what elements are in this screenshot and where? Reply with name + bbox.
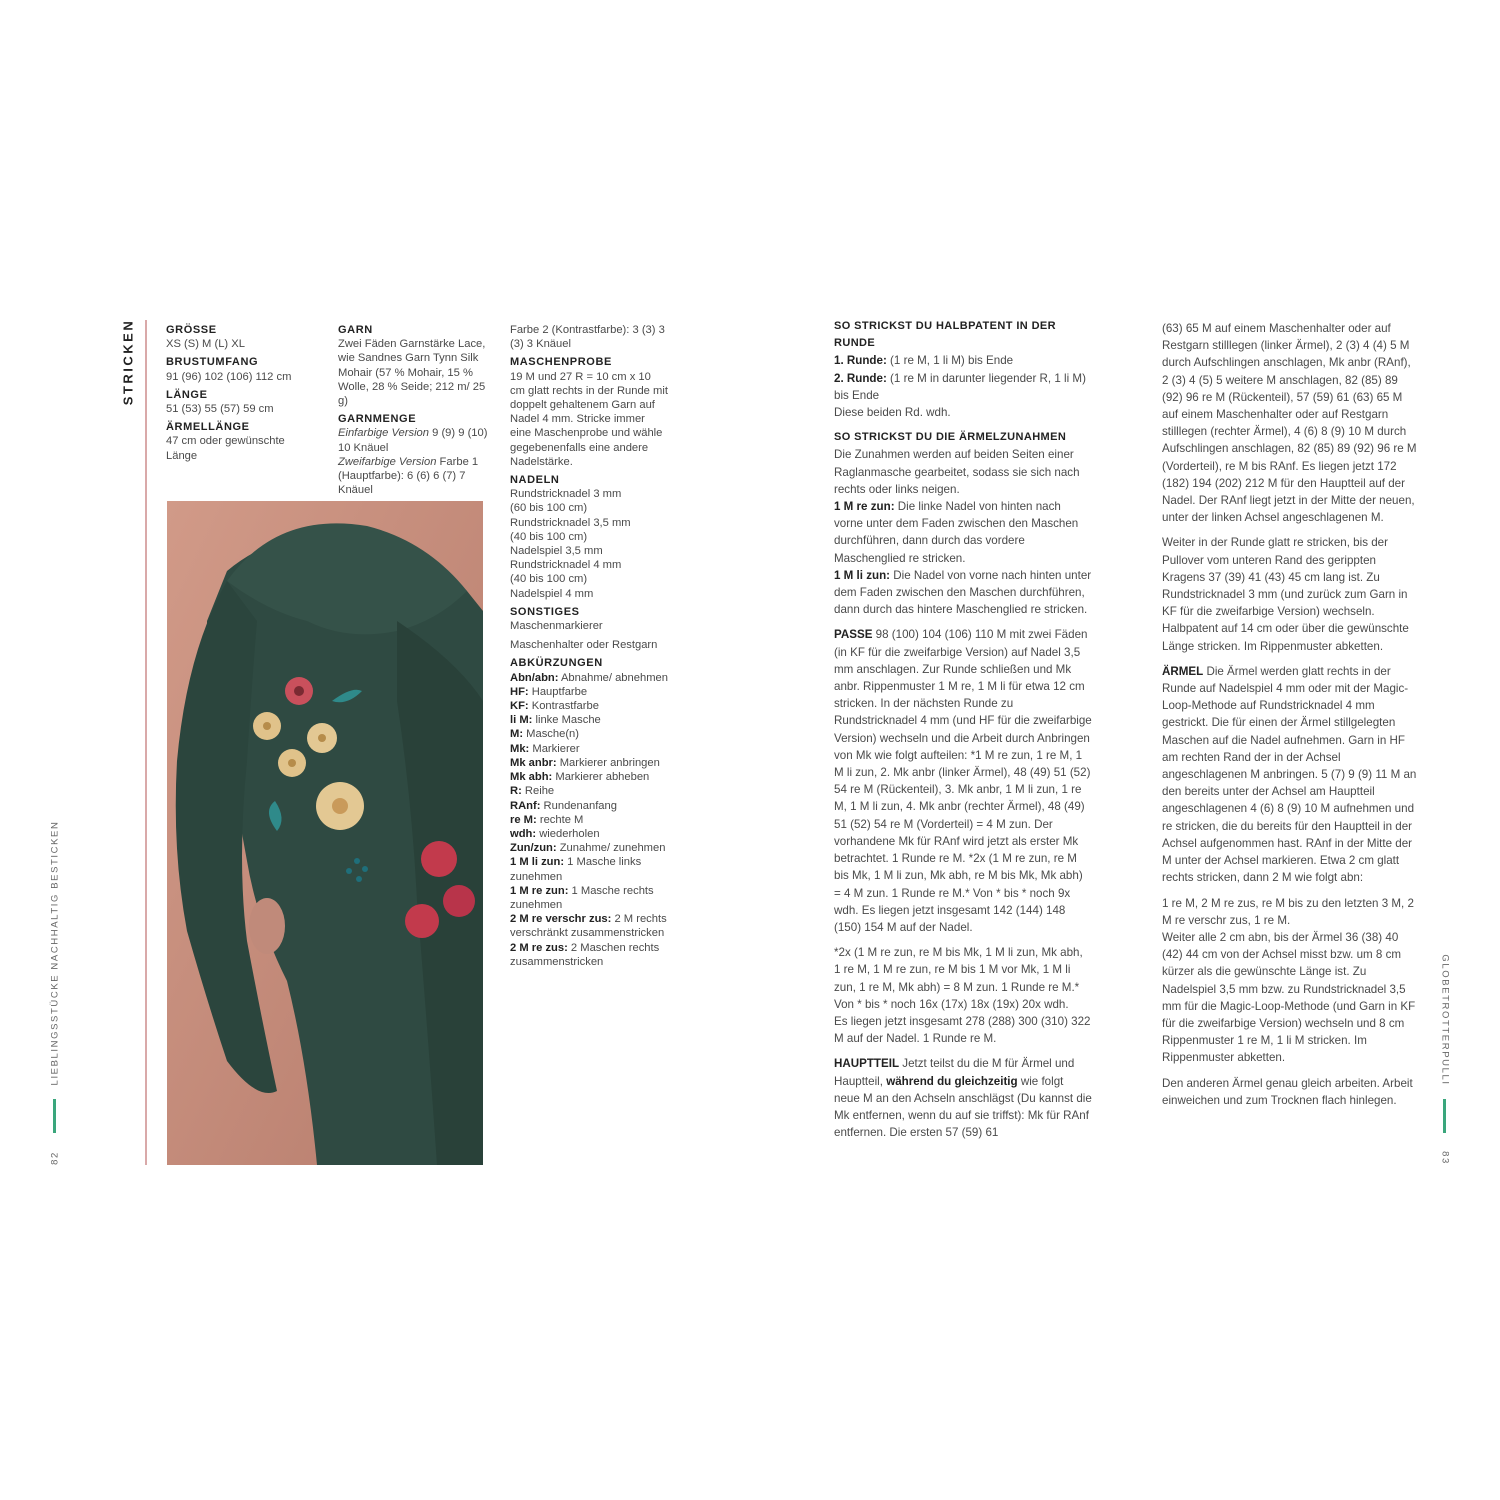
- sleeve-value: 47 cm oder gewünschte Länge: [166, 435, 285, 462]
- right-increase-label: 1 M re zun:: [834, 500, 895, 514]
- abbreviation-meaning: Masche(n): [523, 728, 580, 741]
- abbreviation-meaning: wiederholen: [536, 827, 600, 840]
- round-2-label: 2. Runde:: [834, 371, 887, 385]
- abbreviations-list: [510, 671, 668, 969]
- round-1-label: 1. Runde:: [834, 354, 887, 368]
- finishing: Den anderen Ärmel genau gleich arbeiten. Arbeit einweichen und zum Trocknen flach hinlegen.: [1162, 1076, 1413, 1107]
- left-green-marker: [53, 1099, 56, 1133]
- abbreviation-item: [510, 685, 668, 699]
- misc-item: Maschenhalter oder Restgarn: [510, 639, 658, 652]
- abbreviation-key: Zun/zun:: [510, 842, 557, 855]
- right-page-number-text: 83: [1439, 1151, 1451, 1165]
- abbreviation-item: [510, 784, 668, 798]
- abbreviation-meaning: Rundenanfang: [540, 799, 617, 812]
- needles-heading: NADELN: [510, 474, 560, 487]
- needle-item: Rundstricknadel 4 mm: [510, 559, 622, 572]
- abbreviation-meaning: linke Masche: [532, 714, 601, 727]
- single-color-label: Einfarbige Version: [338, 427, 430, 440]
- abbreviation-meaning: Markierer: [529, 742, 580, 755]
- yoke-label: PASSE: [834, 628, 873, 642]
- yarn-heading: GARN: [338, 324, 373, 336]
- sleeves-continue: Weiter alle 2 cm abn, bis der Ärmel 36 (38) 40 (42) 44 cm von der Achsel misst bzw. um 8 cm kürzer als die gewünschte Länge ist. Zu Nadelspiel 3,5 mm bzw. zu Rundstricknadel 3,5 mm für die Magic-Loop-Methode (und Garn in KF für die zweifarbige Version) wechseln und 8 cm Rippenmuster 1 re M, 1 li M stricken. Im Rippenmuster abketten.: [1162, 930, 1416, 1065]
- needle-item: Rundstricknadel 3 mm: [510, 488, 622, 501]
- abbreviation-meaning: 1 Masche links zunehmen: [510, 856, 642, 883]
- abbreviation-key: Mk:: [510, 742, 530, 755]
- abbreviation-item: [510, 713, 668, 727]
- yoke-text: 98 (100) 104 (106) 110 M mit zwei Fäden (in KF für die zweifarbige Version) auf Nadel 3,5 mm anschlagen. Zur Runde schließen und Mk anbr. Rippenmuster 1 M re, 1 M li für etwa 12 cm stricken. In der nächsten Runde zu Rundstricknadel 4 mm (und HF für die zweifarbige Version) wechseln und die Arbeit durch Anbringen von Mk wie folgt aufteilen: *1 M re zun, 1 re M, 1 M li zun, 2. Mk anbr (linker Ärmel), 48 (49) 51 (52) 54 re M (Rückenteil), 3. Mk anbr, 1 M li zun, 1 re M, 1 M li zun, 4. Mk anbr (rechter Ärmel), 48 (49) 51 (52) 54 re M (Vorderteil) = 4 M zun. Der vorhandene Mk für RAnf wird jetzt als erster Mk betrachtet. 1 Runde re M. *2x (1 M re zun, re M bis Mk, 1 M li zun, Mk abh, re M bis Mk, Mk abh) = 4 M zun. 1 Runde re M.* Von * bis * noch 9x wdh. Es liegen jetzt insgesamt 142 (144) 148 (150) 154 M auf der Nadel.: [834, 628, 1092, 934]
- left-page-number-text: 82: [49, 1151, 61, 1165]
- yarn-amount-heading: GARNMENGE: [338, 413, 417, 426]
- abbreviation-key: li M:: [510, 714, 533, 727]
- needle-item: Nadelspiel 3,5 mm: [510, 545, 603, 558]
- abbreviation-key: HF:: [510, 685, 529, 698]
- yarn-column: [338, 323, 498, 497]
- yoke-paragraph-3: Es liegen jetzt insgesamt 278 (288) 300 (310) 322 M auf der Nadel. 1 Runde re M.: [834, 1014, 1091, 1046]
- right-running-header-text: GLOBETROTTERPULLI: [1439, 954, 1451, 1086]
- abbreviation-key: Abn/abn:: [510, 671, 559, 684]
- abbreviation-key: 1 M re zun:: [510, 884, 569, 897]
- abbreviation-item: [510, 699, 668, 713]
- abbreviation-meaning: Kontrastfarbe: [528, 700, 599, 713]
- body-text-2: wie folgt neue M an den Achseln anschlägst (Du kannst die Mk entfernen, wenn du auf sie triffst): Mk für RAnf entfernen. Die ersten 57 (59) 61: [834, 1074, 1092, 1140]
- abbreviation-key: wdh:: [510, 827, 537, 840]
- abbreviation-item: [510, 827, 668, 841]
- gauge-text: 19 M und 27 R = 10 cm x 10 cm glatt rechts in der Runde mit doppelt gehaltenem Garn auf Nadel 4 mm. Stricke immer eine Maschenprobe und wähle gegebenenfalls eine andere Nadelstärke.: [510, 370, 668, 468]
- yarn-value: Zwei Fäden Garnstärke Lace, wie Sandnes Garn Tynn Silk Mohair (57 % Mohair, 15 % Wolle, 28 % Seide; 212 m/ 25 g): [338, 338, 486, 408]
- sleeves-label: ÄRMEL: [1162, 664, 1204, 678]
- abbreviation-item: [510, 813, 668, 827]
- left-running-header: [48, 820, 62, 1085]
- right-increase-text: Die linke Nadel von hinten nach vorne unter dem Faden zwischen den Maschen durchführen, dann durch das vordere Maschenglied re stricken.: [834, 500, 1079, 565]
- right-running-header: [1438, 955, 1452, 1085]
- abbreviations-heading: ABKÜRZUNGEN: [510, 657, 603, 670]
- accent-rule: [145, 320, 147, 1165]
- abbreviation-item: [510, 884, 668, 912]
- misc-item: Maschenmarkierer: [510, 620, 603, 633]
- abbreviation-key: re M:: [510, 813, 537, 826]
- body-continued: (63) 65 M auf einem Maschenhalter oder auf Restgarn stilllegen (linker Ärmel), 2 (3) 4 (4) 5 M durch Aufschlingen anschlagen, Mk anbr (RAnf), 2 (3) 4 (5) 5 weitere M anschlagen, 82 (85) 89 (92) 96 re M (Rückenteil), 57 (59) 61 (63) 65 M auf einem Maschenhalter oder auf Restgarn stilllegen (rechter Ärmel), 4 (6) 8 (9) 10 M durch Aufschlingen anschlagen, 82 (85) 89 (92) 96 re M (Vorderteil), re M bis RAnf. Es liegen jetzt 172 (182) 194 (202) 212 M für den Hauptteil auf der Nadel. Der RAnf liegt jetzt in der Mitte der neuen, unter der linken Achsel angeschlagenen M.: [1162, 322, 1417, 525]
- abbreviation-meaning: 2 M rechts verschränkt zusammenstricken: [510, 913, 667, 940]
- misc-heading: SONSTIGES: [510, 605, 580, 618]
- chest-value: 91 (96) 102 (106) 112 cm: [166, 370, 292, 383]
- color2-amount: Farbe 2 (Kontrastfarbe): 3 (3) 3 (3) 3 Knäuel: [510, 324, 665, 351]
- right-increase: [834, 498, 1092, 567]
- round-2: [834, 370, 1092, 404]
- repeat-note: Diese beiden Rd. wdh.: [834, 406, 951, 420]
- abbreviation-key: 2 M re verschr zus:: [510, 913, 612, 926]
- sweater-photo: [167, 501, 483, 1165]
- instructions-column-1: [834, 318, 1092, 1141]
- abbreviation-item: [510, 941, 668, 969]
- needle-item: (40 bis 100 cm): [510, 573, 588, 586]
- needle-item: (60 bis 100 cm): [510, 502, 588, 515]
- sleeves-text: Die Ärmel werden glatt rechts in der Runde auf Nadelspiel 4 mm oder mit der Magic-Loop-Methode auf Rundstricknadel 4 mm gestrickt. Die für einen der Ärmel stillgelegten Maschen auf die Nadel aufnehmen. Garn in HF am rechten Rand der in der Achsel angeschlagenen M anbringen. 5 (7) 9 (9) 11 M an den bereits unter der Achsel am Hauptteil angeschlagenen 4 (6) 8 (9) 10 M aufnehmen und re stricken, die du bereits für den Hauptteil in der Achsel aufgenommen hast. RAnf in der Mitte der M unter der Achsel markieren. Etwa 2 cm glatt rechts stricken, dann 2 M wie folgt abn:: [1162, 664, 1417, 885]
- specs-column: [166, 323, 326, 463]
- details-column: [510, 323, 668, 969]
- increase-heading: SO STRICKST DU DIE ÄRMELZUNAHMEN: [834, 431, 1067, 444]
- abbreviation-item: [510, 742, 668, 756]
- halfbrioche-heading: SO STRICKST DU HALBPATENT IN DER RUNDE: [834, 320, 1057, 350]
- single-color-amount: [338, 426, 498, 454]
- abbreviation-meaning: Abnahme/ abnehmen: [558, 671, 668, 684]
- abbreviation-key: R:: [510, 785, 522, 798]
- abbreviation-key: RAnf:: [510, 799, 541, 812]
- abbreviation-item: [510, 912, 668, 940]
- sweater-illustration: [167, 501, 483, 1165]
- section-tab: [113, 320, 143, 404]
- two-color-label: Zweifarbige Version: [338, 455, 437, 468]
- length-value: 51 (53) 55 (57) 59 cm: [166, 403, 274, 416]
- left-increase: [834, 567, 1092, 619]
- body-text-1: Jetzt teilst du die M für Ärmel und Hauptteil,: [834, 1057, 1075, 1088]
- needles-list: [510, 487, 668, 601]
- right-green-marker: [1443, 1099, 1446, 1133]
- abbreviation-item: [510, 727, 668, 741]
- left-increase-label: 1 M li zun:: [834, 568, 891, 582]
- round-2-text: (1 re M in darunter liegender R, 1 li M) bis Ende: [834, 371, 1086, 402]
- size-value: XS (S) M (L) XL: [166, 338, 245, 351]
- abbreviation-key: M:: [510, 728, 524, 741]
- needle-item: Nadelspiel 4 mm: [510, 587, 594, 600]
- yoke-paragraph: [834, 626, 1092, 936]
- abbreviation-key: 1 M li zun:: [510, 856, 565, 869]
- sleeve-heading: ÄRMELLÄNGE: [166, 421, 250, 434]
- abbreviation-item: [510, 756, 668, 770]
- body-finish: Weiter in der Runde glatt re stricken, bis der Pullover vom unteren Rand des gerippten Kragens 37 (39) 41 (43) 45 cm lang ist. Zu Rundstricknadel 3 mm (und zurück zum Garn in KF für die zweifarbige Version) wechseln. Halbpatent auf 14 cm oder über die gewünschte Länge stricken. Im Rippenmuster abketten.: [1162, 536, 1409, 653]
- two-color-value: Farbe 1 (Hauptfarbe): 6 (6) 6 (7) 7 Knäuel: [338, 455, 479, 497]
- abbreviation-meaning: 1 Masche rechts zunehmen: [510, 884, 654, 911]
- right-page-number: [1438, 1148, 1452, 1168]
- abbreviation-key: 2 M re zus:: [510, 941, 568, 954]
- decrease-row: 1 re M, 2 M re zus, re M bis zu den letzten 3 M, 2 M re verschr zus, 1 re M.: [1162, 896, 1414, 927]
- round-1: [834, 352, 1092, 369]
- body-label: HAUPTTEIL: [834, 1057, 900, 1071]
- body-emphasis: während du gleichzeitig: [886, 1074, 1018, 1088]
- yoke-paragraph-2: *2x (1 M re zun, re M bis Mk, 1 M li zun, Mk abh, 1 re M, 1 M re zun, re M bis 1 M vor Mk, 1 M li zun, 1 re M, Mk abh) = 8 M zun. 1 Runde re M.* Von * bis * noch 16x (17x) 18x (19x) 20x wdh.: [834, 946, 1083, 1011]
- length-heading: LÄNGE: [166, 388, 208, 401]
- abbreviation-key: KF:: [510, 700, 529, 713]
- chest-heading: BRUSTUMFANG: [166, 356, 259, 369]
- abbreviation-item: [510, 841, 668, 855]
- abbreviation-meaning: Markierer abheben: [552, 771, 650, 784]
- abbreviation-meaning: Markierer anbringen: [556, 756, 660, 769]
- sleeves-paragraph: [1162, 663, 1420, 887]
- abbreviation-item: [510, 770, 668, 784]
- left-increase-text: Die Nadel von vorne nach hinten unter dem Faden zwischen den Maschen durchführen, dann durch das hintere Maschenglied re stricken.: [834, 568, 1092, 617]
- gauge-heading: MASCHENPROBE: [510, 356, 612, 369]
- round-1-text: (1 re M, 1 li M) bis Ende: [886, 354, 1014, 368]
- body-paragraph: [834, 1055, 1092, 1141]
- single-color-value: 9 (9) 9 (10) 10 Knäuel: [338, 427, 488, 454]
- needle-item: (40 bis 100 cm): [510, 530, 588, 543]
- abbreviation-key: Mk abh:: [510, 771, 553, 784]
- section-tab-label: STRICKEN: [120, 318, 136, 406]
- abbreviation-item: [510, 855, 668, 883]
- needle-item: Rundstricknadel 3,5 mm: [510, 516, 631, 529]
- instructions-column-2: [1162, 320, 1420, 1109]
- abbreviation-meaning: Reihe: [521, 785, 555, 798]
- abbreviation-meaning: 2 Maschen rechts zusammenstricken: [510, 941, 660, 968]
- left-running-header-text: LIEBLINGSSTÜCKE NACHHALTIG BESTICKEN: [49, 820, 61, 1085]
- abbreviation-meaning: Hauptfarbe: [528, 685, 588, 698]
- increase-intro: Die Zunahmen werden auf beiden Seiten einer Raglanmasche gearbeitet, sodass sie sich nach rechts oder links neigen.: [834, 448, 1080, 496]
- left-page-number: [48, 1148, 62, 1168]
- size-heading: GRÖSSE: [166, 324, 217, 336]
- abbreviation-item: [510, 671, 668, 685]
- abbreviation-meaning: Zunahme/ zunehmen: [556, 842, 666, 855]
- two-color-amount: [338, 455, 498, 498]
- abbreviation-item: [510, 799, 668, 813]
- abbreviation-key: Mk anbr:: [510, 756, 557, 769]
- abbreviation-meaning: rechte M: [536, 813, 584, 826]
